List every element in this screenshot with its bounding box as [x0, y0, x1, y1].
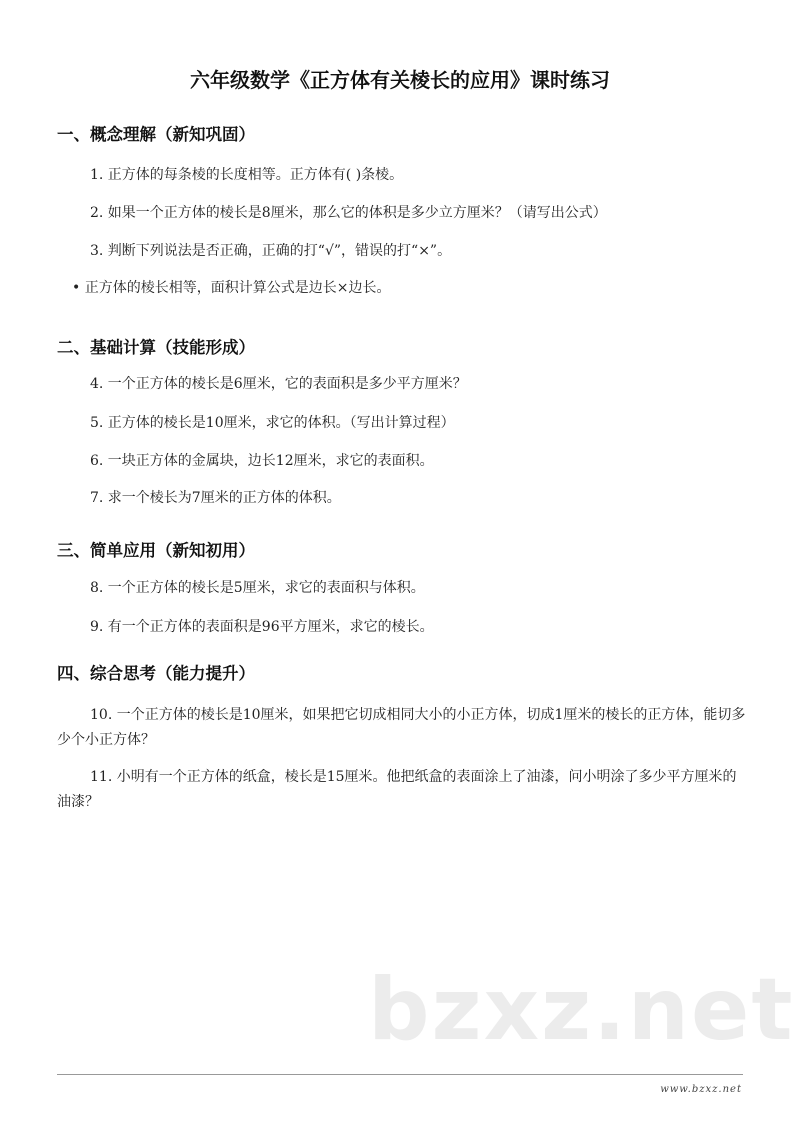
question: 3. 判断下列说法是否正确，正确的打“√”，错误的打“×”。	[90, 243, 452, 259]
question: 2. 如果一个正方体的棱长是8厘米，那么它的体积是多少立方厘米？（请写出公式）	[90, 205, 607, 221]
section-heading: 一、概念理解（新知巩固）	[57, 125, 255, 144]
bullet-icon: •	[72, 280, 85, 296]
question: 1. 正方体的每条棱的长度相等。正方体有( )条棱。	[90, 167, 404, 183]
watermark: bzxz.net	[368, 960, 795, 1060]
footer-divider	[57, 1074, 743, 1075]
question: 6. 一块正方体的金属块，边长12厘米，求它的表面积。	[90, 453, 434, 469]
page-title: 六年级数学《正方体有关棱长的应用》课时练习	[190, 68, 610, 92]
question: 11. 小明有一个正方体的纸盒，棱长是15厘米。他把纸盒的表面涂上了油漆，问小明涂了多少平方厘米的油漆？	[57, 769, 737, 810]
question: 8. 一个正方体的棱长是5厘米，求它的表面积与体积。	[90, 580, 425, 596]
footer-url: www.bzxz.net	[660, 1084, 742, 1095]
question: 7. 求一个棱长为7厘米的正方体的体积。	[90, 490, 341, 506]
section-heading: 四、综合思考（能力提升）	[57, 664, 255, 683]
bullet-statement	[72, 277, 390, 297]
question: 4. 一个正方体的棱长是6厘米，它的表面积是多少平方厘米？	[90, 376, 467, 392]
question: 9. 有一个正方体的表面积是96平方厘米，求它的棱长。	[90, 619, 434, 635]
section-heading: 二、基础计算（技能形成）	[57, 338, 255, 357]
bullet-text: 正方体的棱长相等，面积计算公式是边长×边长。	[84, 280, 391, 296]
question: 5. 正方体的棱长是10厘米，求它的体积。（写出计算过程）	[90, 415, 455, 431]
section-heading: 三、简单应用（新知初用）	[57, 541, 255, 560]
question: 10. 一个正方体的棱长是10厘米，如果把它切成相同大小的小正方体，切成1厘米的棱长的正方体，能切多少个小正方体？	[57, 707, 746, 748]
